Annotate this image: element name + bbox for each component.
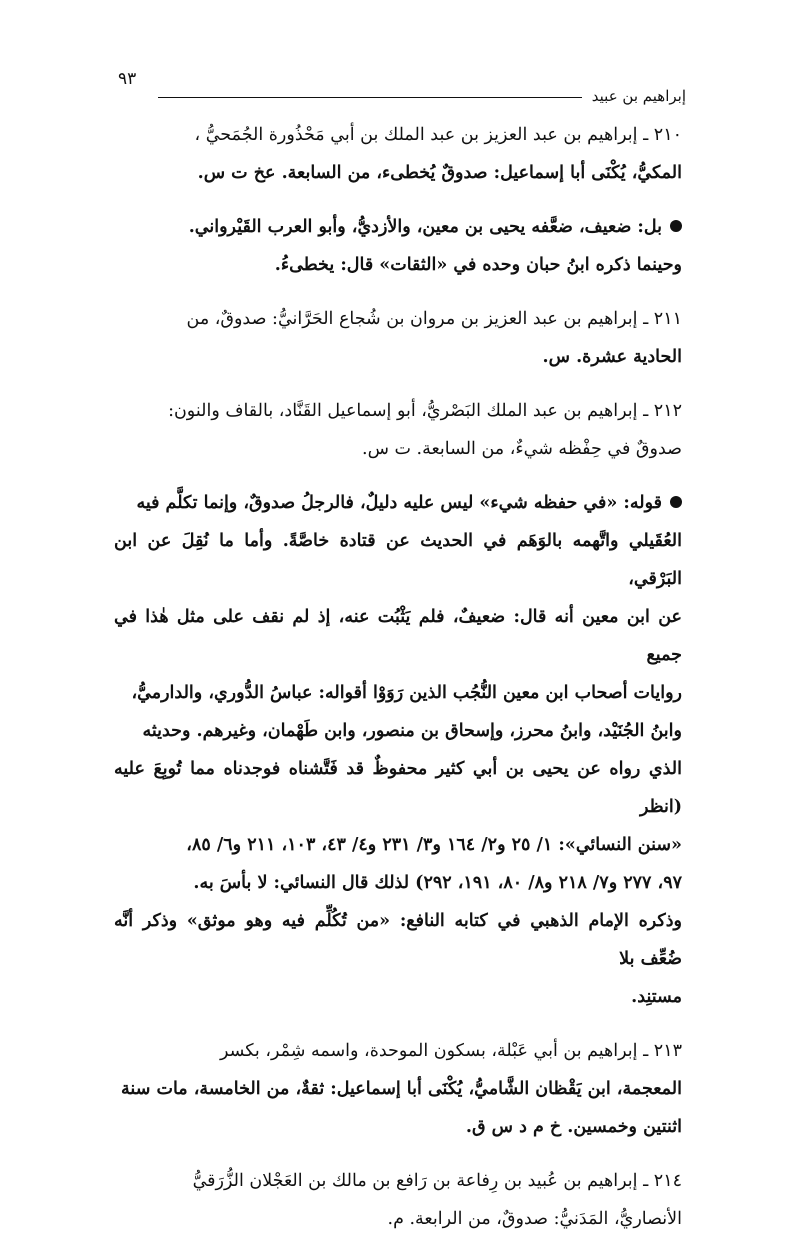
running-title: إبراهيم بن عبيد <box>591 87 686 105</box>
entry-line: المكيُّ، يُكْنَى أبا إسماعيل: صدوقٌ يُخطىء، من السابعة. عخ ت س. <box>197 163 682 183</box>
entry-213 <box>114 1032 682 1146</box>
header-rule <box>158 97 582 98</box>
entry-line: صدوقٌ في حِفْظه شيءٌ، من السابعة. ت س. <box>362 439 682 459</box>
page-header <box>118 66 686 112</box>
entry-line: ٢١٤ ـ إبراهيم بن عُبيد بن رِفاعة بن رَافع بن مالك بن العَجْلان الزُّرَقيُّ <box>192 1171 682 1191</box>
note-line: بل: ضعيف، ضعَّفه يحيى بن معين، والأزديُّ، وأبو العرب القَيْرواني. <box>188 217 662 237</box>
note-line: روايات أصحاب ابن معين النُّجُب الذين رَوَوْا أقواله: عباسُ الدُّوري، والدارميُّ، <box>131 683 682 703</box>
entry-line: ٢١٢ ـ إبراهيم بن عبد الملك البَصْريُّ، أبو إسماعيل القَنَّاد، بالقاف والنون: <box>168 401 682 421</box>
note-line: مستنِد. <box>631 987 682 1007</box>
entry-line: الأنصاريُّ، المَدَنيُّ: صدوقٌ، من الرابعة. م. <box>387 1209 682 1229</box>
note-line: وحينما ذكره ابنُ حبان وحده في «الثقات» قال: يخطىءُ. <box>274 255 682 275</box>
entry-212 <box>114 392 682 468</box>
note-line: وذكره الإمام الذهبي في كتابه النافع: «من تُكُلِّم فيه وهو موثق» وذكر أنَّه ضُعِّف بلا <box>114 911 682 969</box>
note-line: الذي رواه عن يحيى بن أبي كثير محفوظٌ قد فَتَّشناه فوجدناه مما تُوبِعَ عليه (انظر <box>114 759 682 817</box>
note-line: وابنُ الجُنَيْد، وابنُ محرز، وإسحاق بن منصور، وابن طَهْمان، وغيرهم. وحديثه <box>142 721 682 741</box>
entry-line: الحادية عشرة. س. <box>542 347 682 367</box>
entry-line: المعجمة، ابن يَقْظان الشَّاميُّ، يُكْنَى أبا إسماعيل: ثقةٌ، من الخامسة، مات سنة <box>121 1079 682 1099</box>
entry-210-note <box>114 208 682 284</box>
note-line: العُقَيلي واتَّهمه بالوَهَم في الحديث عن قتادة خاصَّةً. وأما ما نُقِلَ عن ابن البَرْقي، <box>114 531 682 589</box>
page-number: ٩٣ <box>118 69 137 89</box>
entry-210 <box>114 116 682 192</box>
entry-line: اثنتين وخمسين. خ م د س ق. <box>465 1117 682 1137</box>
bullet-icon <box>670 220 682 232</box>
note-line: «سنن النسائي»: ١/ ٢٥ و٢/ ١٦٤ و٣/ ٢٣١ و٤/ ٤٣، ١٠٣، ٢١١ و٦/ ٨٥، <box>186 835 682 855</box>
entry-line: ٢١٣ ـ إبراهيم بن أبي عَبْلة، بسكون الموحدة، واسمه شِمْر، بكسر <box>220 1041 682 1061</box>
entry-214 <box>114 1162 682 1238</box>
note-line: قوله: «في حفظه شيء» ليس عليه دليلٌ، فالرجلُ صدوقٌ، وإنما تكلَّم فيه <box>136 493 662 513</box>
entry-212-note <box>114 484 682 1016</box>
page-body <box>114 116 682 1238</box>
note-line: ٩٧، ٢٧٧ و٧/ ٢١٨ و٨/ ٨٠، ١٩١، ٢٩٢) لذلك قال النسائي: لا بأسَ به. <box>193 873 682 893</box>
entry-line: ٢١٠ ـ إبراهيم بن عبد العزيز بن عبد الملك بن أبي مَحْذُورة الجُمَحيُّ ، <box>194 125 682 145</box>
note-line: عن ابن معين أنه قال: ضعيفٌ، فلم يَثْبُت عنه، إذ لم نقف على مثل هٰذا في جميع <box>114 607 682 665</box>
entry-line: ٢١١ ـ إبراهيم بن عبد العزيز بن مروان بن شُجاع الحَرَّانيُّ: صدوقٌ، من <box>186 309 682 329</box>
bullet-icon <box>670 496 682 508</box>
entry-211 <box>114 300 682 376</box>
